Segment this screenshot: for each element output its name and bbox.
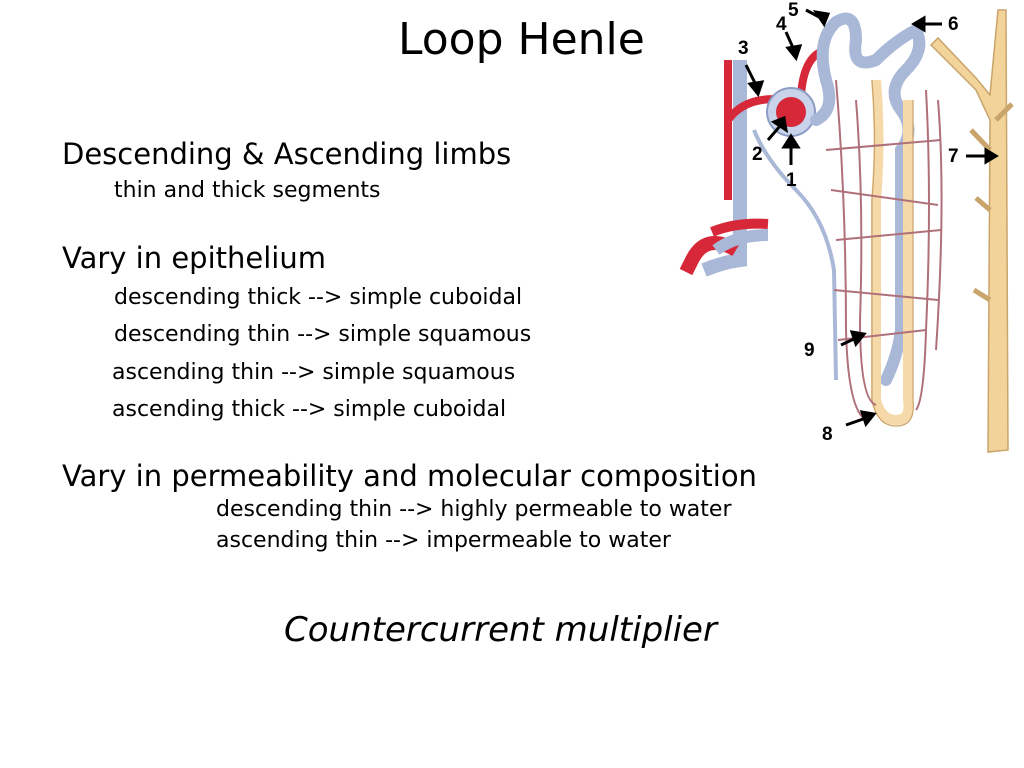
label-9: 9 — [804, 340, 815, 361]
label-5: 5 — [788, 0, 799, 21]
bullet-descending-thin-permeable: descending thin --> highly permeable to water — [216, 497, 732, 522]
label-1: 1 — [786, 170, 797, 191]
label-2: 2 — [752, 144, 763, 165]
slide-title: Loop Henle — [398, 14, 645, 65]
diagram-number-labels — [738, 0, 959, 445]
bullet-ascending-thick: ascending thick --> simple cuboidal — [112, 397, 507, 422]
peritubular-capillaries — [826, 80, 942, 420]
nephron-diagram — [676, 0, 1024, 460]
bullet-thin-thick-segments: thin and thick segments — [114, 178, 381, 203]
section-heading-epithelium: Vary in epithelium — [62, 241, 326, 275]
label-3: 3 — [738, 38, 749, 59]
collecting-duct — [931, 10, 1012, 452]
bullet-descending-thin: descending thin --> simple squamous — [114, 322, 532, 347]
section-heading-permeability: Vary in permeability and molecular composition — [62, 459, 757, 493]
countercurrent-multiplier-caption: Countercurrent multiplier — [284, 610, 717, 650]
bullet-ascending-thin: ascending thin --> simple squamous — [112, 360, 516, 385]
bullet-descending-thick: descending thick --> simple cuboidal — [114, 285, 523, 310]
bullet-ascending-thin-impermeable: ascending thin --> impermeable to water — [216, 528, 671, 553]
label-4: 4 — [776, 14, 787, 35]
label-8: 8 — [822, 424, 833, 445]
label-6: 6 — [948, 14, 959, 35]
section-heading-limbs: Descending & Ascending limbs — [62, 137, 512, 171]
label-7: 7 — [948, 146, 959, 167]
